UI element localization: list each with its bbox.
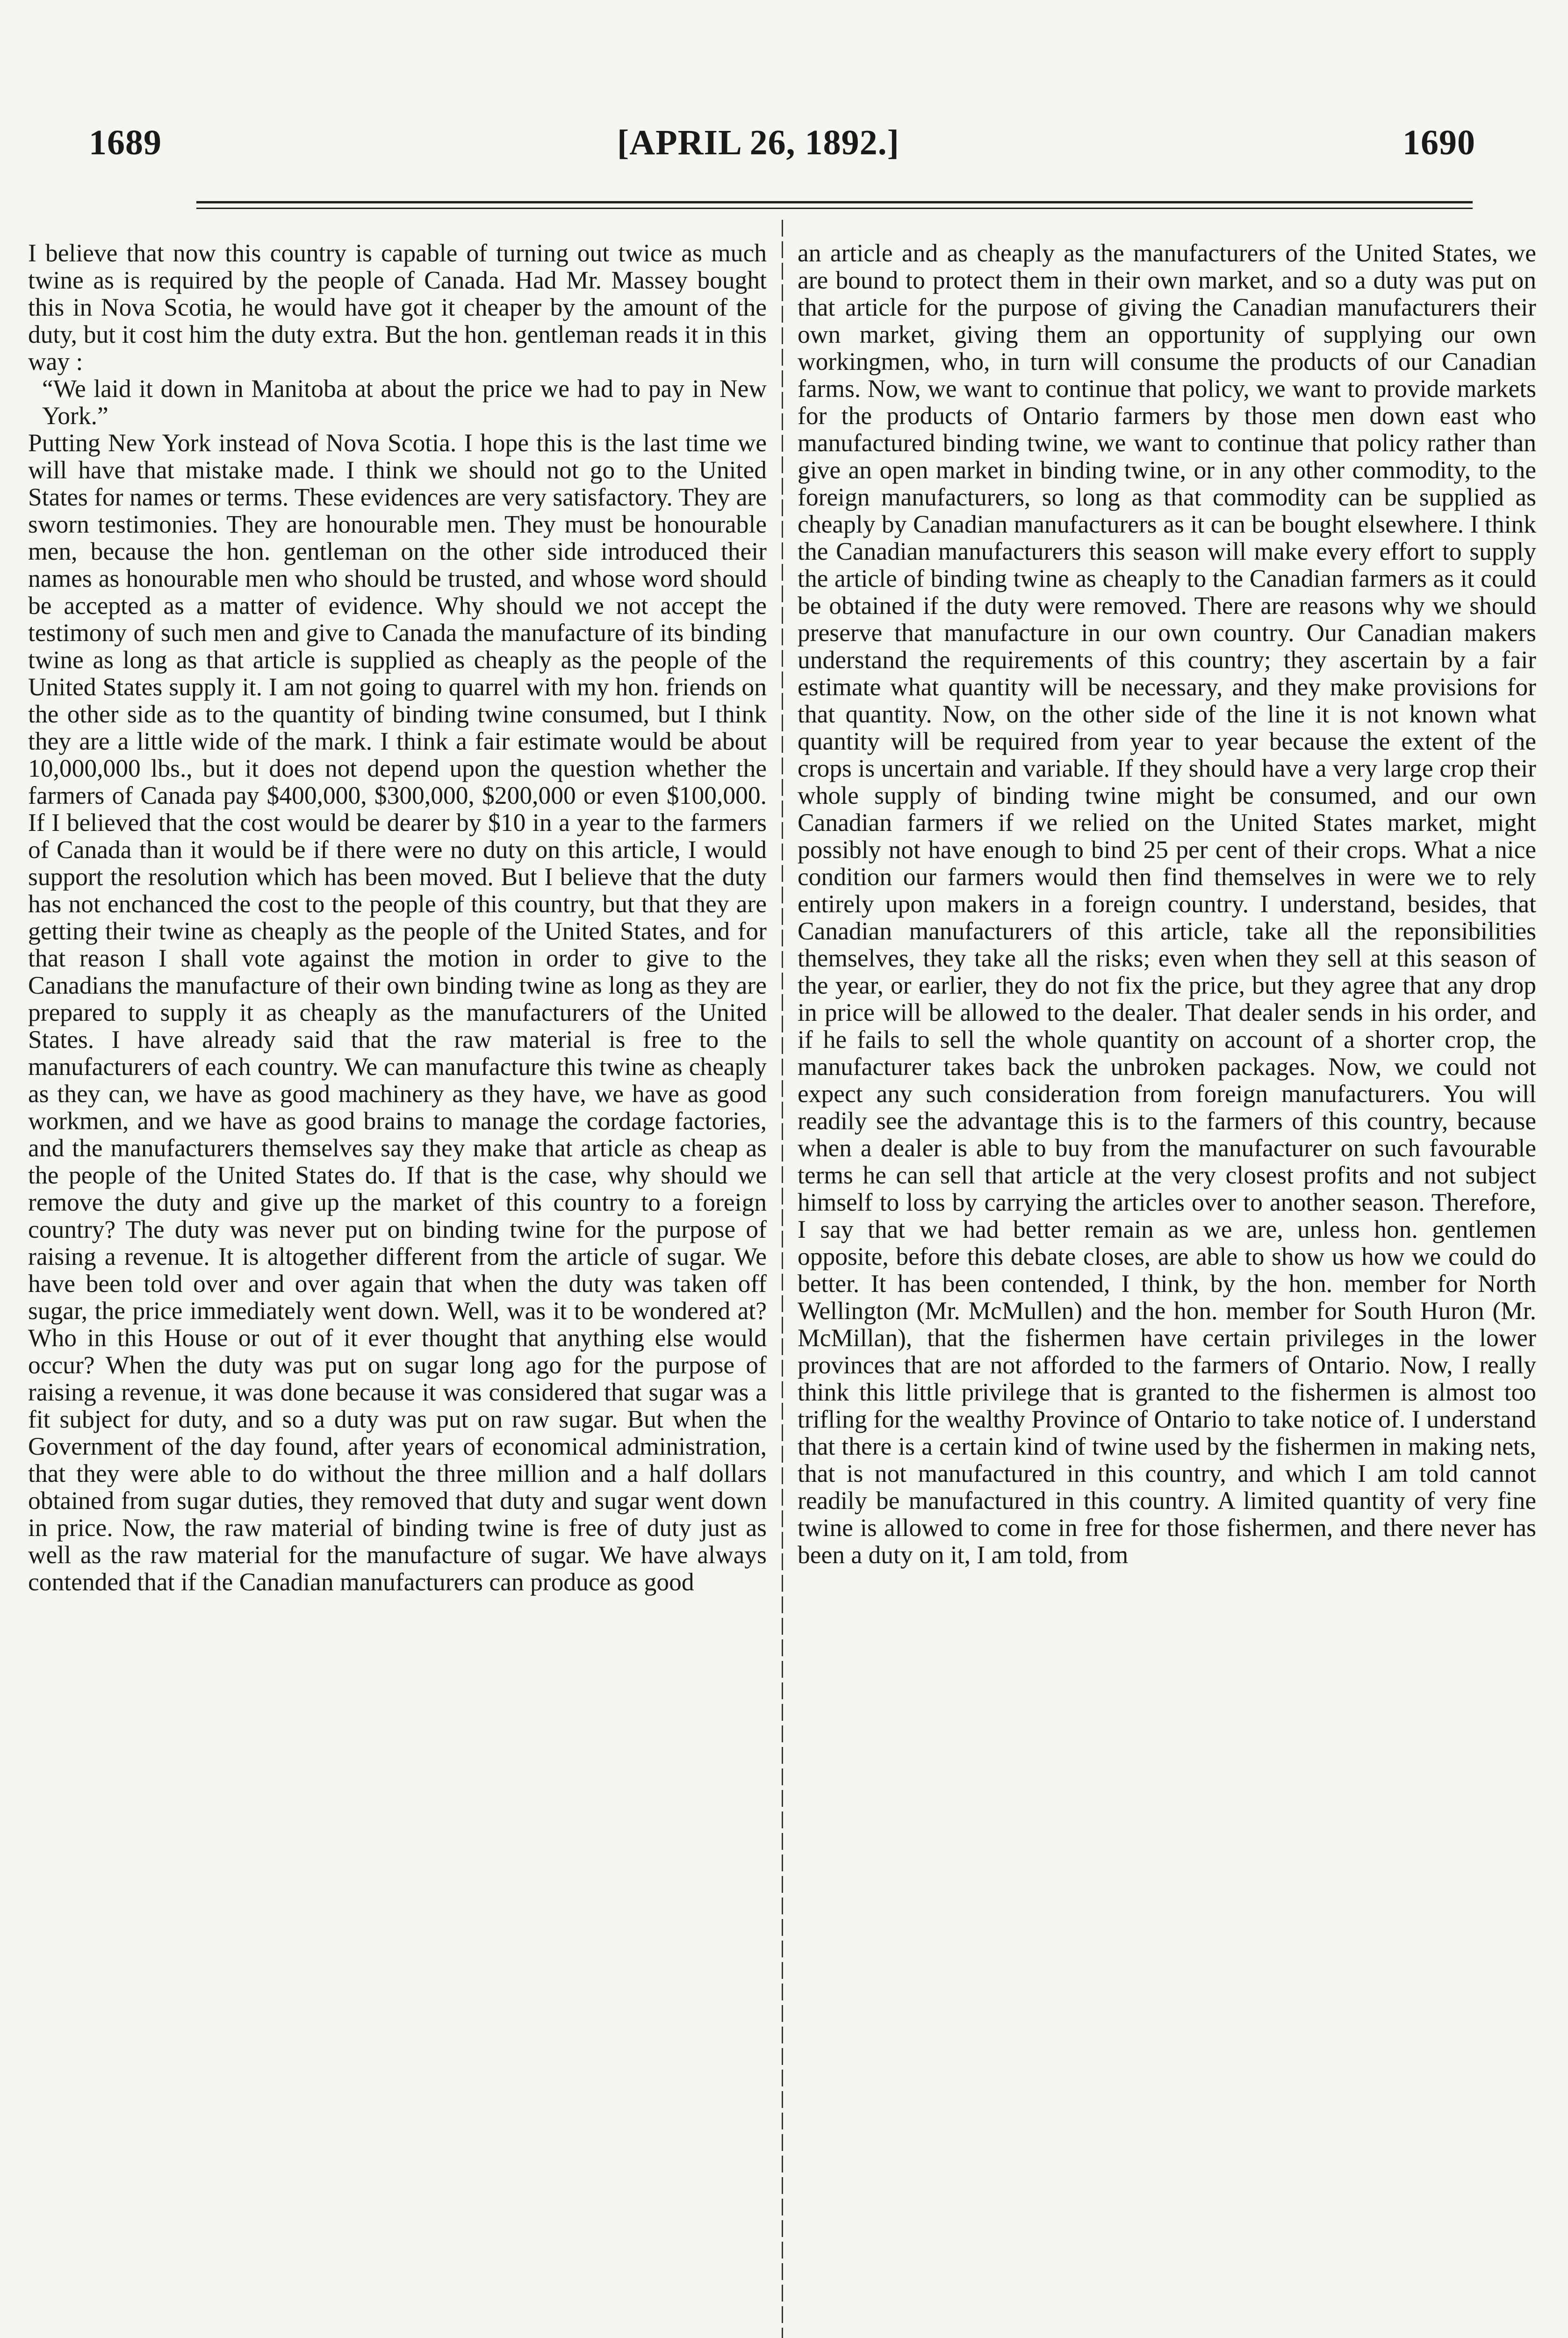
right-page-number: 1690 <box>1403 123 1475 162</box>
right-paragraph-1: an article and as cheaply as the manufacturers of the United States, we are bound to protect them in their own market, and so a duty was put on that article for the purpose of giving the Canadian manufacturers their own market, giving them an opportunity of supplying our own workingmen, who, in turn will consume the products of our Canadian farms. Now, we want to continue that policy, we want to provide markets for the products of Ontario farmers by those men down east who manufactured binding twine, we want to continue that policy rather than give an open market in binding twine, or in any other commodity, to the foreign manufacturers, so long as that commodity can be supplied as cheaply by Canadian manufacturers as it can be bought elsewhere. I think the Canadian manufacturers this season will make every effort to supply the article of binding twine as cheaply to the Canadian farmers as it could be obtained if the duty were removed. There are reasons why we should preserve that manufacture in our own country. Our Canadian makers understand the requirements of this country; they ascertain by a fair estimate what quantity will be necessary, and they make provisions for that quantity. Now, on the other side of the line it is not known what quantity will be required from year to year because the extent of the crops is uncertain and variable. If they should have a very large crop their whole supply of binding twine might be consumed, and our own Canadian farmers if we relied on the United States market, might possibly not have enough to bind 25 per cent of their crops. What a nice condition our farmers would then find themselves in were we to rely entirely upon makers in a foreign country. I understand, besides, that Canadian manufacturers of this article, take all the reponsibilities themselves, they take all the risks; even when they sell at this season of the year, or earlier, they do not fix the price, but they agree that any drop in price will be allowed to the dealer. That dealer sends in his order, and if he fails to sell the whole quantity on account of a shorter crop, the manufacturer takes back the unbroken packages. Now, we could not expect any such consideration from foreign manufacturers. You will readily see the advantage this is to the farmers of this country, because when a dealer is able to buy from the manufacturer on such favourable terms he can sell that article at the very closest profits and not subject himself to loss by carrying the articles over to another season. Therefore, I say that we had better remain as we are, unless hon. gentlemen opposite, before this debate closes, are able to show us how we could do better. It has been contended, I think, by the hon. member for North Wellington (Mr. McMullen) and the hon. member for South Huron (Mr. McMillan), that the fishermen have certain privileges in the lower provinces that are not afforded to the farmers of Ontario. Now, I really think this little privilege that is granted to the fishermen is almost too trifling for the wealthy Province of Ontario to take notice of. I understand that there is a certain kind of twine used by the fishermen in making nets, that is not manufactured in this country, and which I am told cannot readily be manufactured in this country. A limited quantity of very fine twine is allowed to come in free for those fishermen, and there never has been a duty on it, I am told, from <box>798 239 1536 1569</box>
quoted-statement: “We laid it down in Manitoba at about the price we had to pay in New York.” <box>42 375 767 430</box>
left-paragraph-2: Putting New York instead of Nova Scotia. I hope this is the last time we will have that mistake made. I think we should not go to the United States for names or terms. These evidences are very satisfactory. They are sworn testimonies. They are honourable men. They must be honourable men, because the hon. gentleman on the other side introduced their names as honourable men who should be trusted, and whose word should be accepted as a matter of evidence. Why should we not accept the testimony of such men and give to Canada the manufacture of its binding twine as long as that article is supplied as cheaply as the people of the United States supply it. I am not going to quarrel with my hon. friends on the other side as to the quantity of binding twine consumed, but I think they are a little wide of the mark. I think a fair estimate would be about 10,000,000 lbs., but it does not depend upon the question whether the farmers of Canada pay $400,000, $300,000, $200,000 or even $100,000. If I believed that the cost would be dearer by $10 in a year to the farmers of Canada than it would be if there were no duty on this article, I would support the resolution which has been moved. But I believe that the duty has not enchanced the cost to the people of this country, but that they are getting their twine as cheaply as the people of the United States, and for that reason I shall vote against the motion in order to give to the Canadians the manufacture of their own binding twine as long as they are prepared to supply it as cheaply as the manufacturers of the United States. I have already said that the raw material is free to the manufacturers of each country. We can manufacture this twine as cheaply as they can, we have as good machinery as they have, we have as good workmen, and we have as good brains to manage the cordage factories, and the manufacturers themselves say they make that article as cheap as the people of the United States do. If that is the case, why should we remove the duty and give up the market of this country to a foreign country? The duty was never put on binding twine for the purpose of raising a revenue. It is altogether different from the article of sugar. We have been told over and over again that when the duty was taken off sugar, the price immediately went down. Well, was it to be wondered at? Who in this House or out of it ever thought that anything else would occur? When the duty was put on sugar long ago for the purpose of raising a revenue, it was done because it was considered that sugar was a fit subject for duty, and so a duty was put on raw sugar. But when the Government of the day found, after years of economical administration, that they were able to do without the three million and a half dollars obtained from sugar duties, they removed that duty and sugar went down in price. Now, the raw material of binding twine is free of duty just as well as the raw material for the manufacture of sugar. We have always contended that if the Canadian manufacturers can produce as good <box>28 429 767 1596</box>
page-date: [APRIL 26, 1892.] <box>617 123 899 162</box>
left-page-number: 1689 <box>89 123 162 162</box>
page-header <box>0 0 1568 196</box>
header-rule-thick <box>196 201 1473 203</box>
right-column <box>798 239 1536 2338</box>
header-rule-thin <box>196 208 1473 209</box>
left-paragraph-1: I believe that now this country is capable of turning out twice as much twine as is required by the people of Canada. Had Mr. Massey bought this in Nova Scotia, he would have got it cheaper by the amount of the duty, but it cost him the duty extra. But the hon. gentleman reads it in this way : <box>28 239 767 375</box>
column-divider <box>782 220 783 2338</box>
left-column <box>28 239 767 2338</box>
